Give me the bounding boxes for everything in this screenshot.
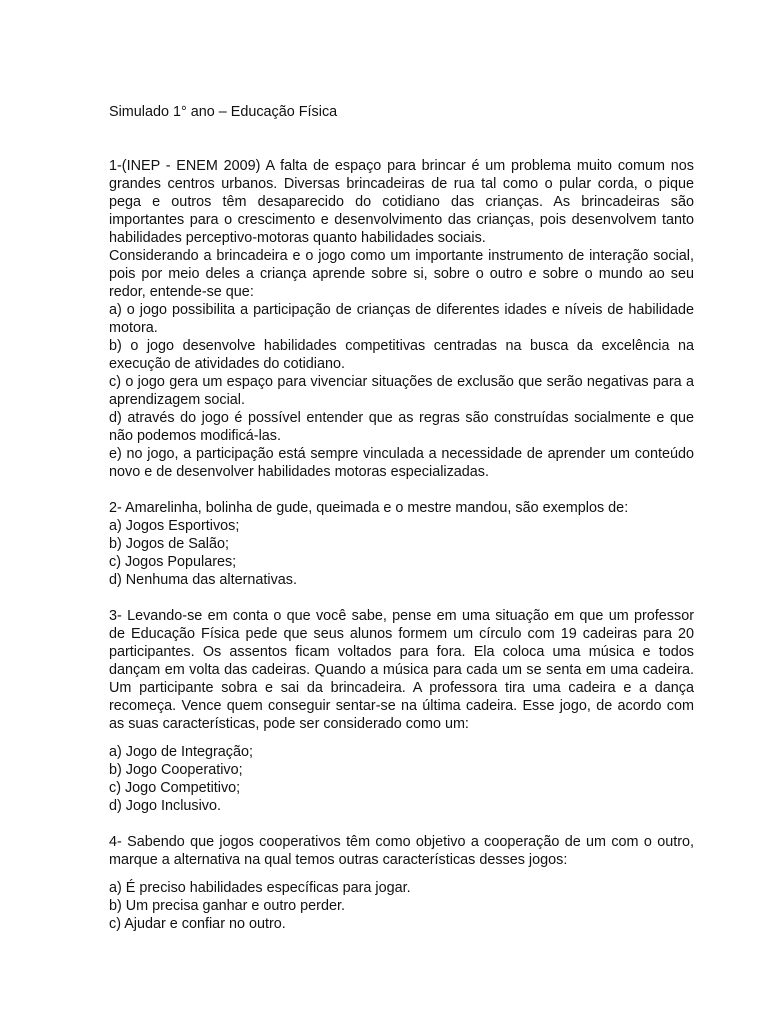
question-1-option-a: a) o jogo possibilita a participação de crianças de diferentes idades e níveis de habilidade motora. bbox=[109, 302, 694, 336]
document-title: Simulado 1° ano – Educação Física bbox=[109, 104, 338, 120]
question-1-option-d: d) através do jogo é possível entender que as regras são construídas socialmente e que não podemos modificá-las. bbox=[109, 410, 694, 444]
question-3-option-a: a) Jogo de Integração; bbox=[109, 744, 254, 760]
question-1-option-b: b) o jogo desenvolve habilidades competitivas centradas na busca da excelência na execução de atividades do cotidiano. bbox=[109, 338, 694, 372]
question-1-option-c: c) o jogo gera um espaço para vivenciar situações de exclusão que serão negativas para a aprendizagem social. bbox=[109, 374, 694, 408]
question-4-option-a: a) É preciso habilidades específicas para jogar. bbox=[109, 880, 411, 896]
question-3-options bbox=[109, 743, 694, 815]
question-2-option-d: d) Nenhuma das alternativas. bbox=[109, 572, 297, 588]
question-2 bbox=[109, 499, 694, 589]
question-2-statement: 2- Amarelinha, bolinha de gude, queimada e o mestre mandou, são exemplos de: bbox=[109, 500, 629, 516]
question-2-option-c: c) Jogos Populares; bbox=[109, 554, 237, 570]
question-1-options bbox=[109, 301, 694, 481]
question-4-options bbox=[109, 879, 694, 933]
question-4 bbox=[109, 833, 694, 933]
question-3-option-c: c) Jogo Competitivo; bbox=[109, 780, 241, 796]
question-1-statement: 1-(INEP - ENEM 2009) A falta de espaço para brincar é um problema muito comum nos grandes centros urbanos. Diversas brincadeiras de rua tal como o pular corda, o pique pega e outros têm desaparecido do cotidiano das crianças. As brincadeiras são importantes para o crescimento e desenvolvimento das crianças, pois desenvolvem tanto habilidades perceptivo-motoras quanto habilidades sociais. bbox=[109, 158, 694, 246]
question-3-option-d: d) Jogo Inclusivo. bbox=[109, 798, 221, 814]
question-1-prompt: Considerando a brincadeira e o jogo como um importante instrumento de interação social, pois por meio deles a criança aprende sobre si, sobre o outro e sobre o mundo ao seu redor, entende-se que: bbox=[109, 248, 694, 300]
document-page bbox=[109, 103, 694, 933]
question-3-statement: 3- Levando-se em conta o que você sabe, pense em uma situação em que um professor de Educação Física pede que seus alunos formem um círculo com 19 cadeiras para 20 participantes. Os assentos ficam voltados para fora. Ela coloca uma música e todos dançam em volta das cadeiras. Quando a música para cada um se senta em uma cadeira. Um participante sobra e sai da brincadeira. A professora tira uma cadeira e a dança recomeça. Vence quem conseguir sentar-se na última cadeira. Esse jogo, de acordo com as suas características, pode ser considerado como um: bbox=[109, 608, 694, 732]
question-1-option-e: e) no jogo, a participação está sempre vinculada a necessidade de aprender um conteúdo novo e de desenvolver habilidades motoras especializadas. bbox=[109, 446, 694, 480]
question-2-option-b: b) Jogos de Salão; bbox=[109, 536, 230, 552]
question-3 bbox=[109, 607, 694, 815]
question-2-option-a: a) Jogos Esportivos; bbox=[109, 518, 240, 534]
question-4-option-b: b) Um precisa ganhar e outro perder. bbox=[109, 898, 345, 914]
question-2-options bbox=[109, 517, 694, 589]
question-3-option-b: b) Jogo Cooperativo; bbox=[109, 762, 243, 778]
question-4-option-c: c) Ajudar e confiar no outro. bbox=[109, 916, 286, 932]
question-1 bbox=[109, 157, 694, 481]
question-4-statement: 4- Sabendo que jogos cooperativos têm como objetivo a cooperação de um com o outro, marque a alternativa na qual temos outras características desses jogos: bbox=[109, 834, 694, 868]
